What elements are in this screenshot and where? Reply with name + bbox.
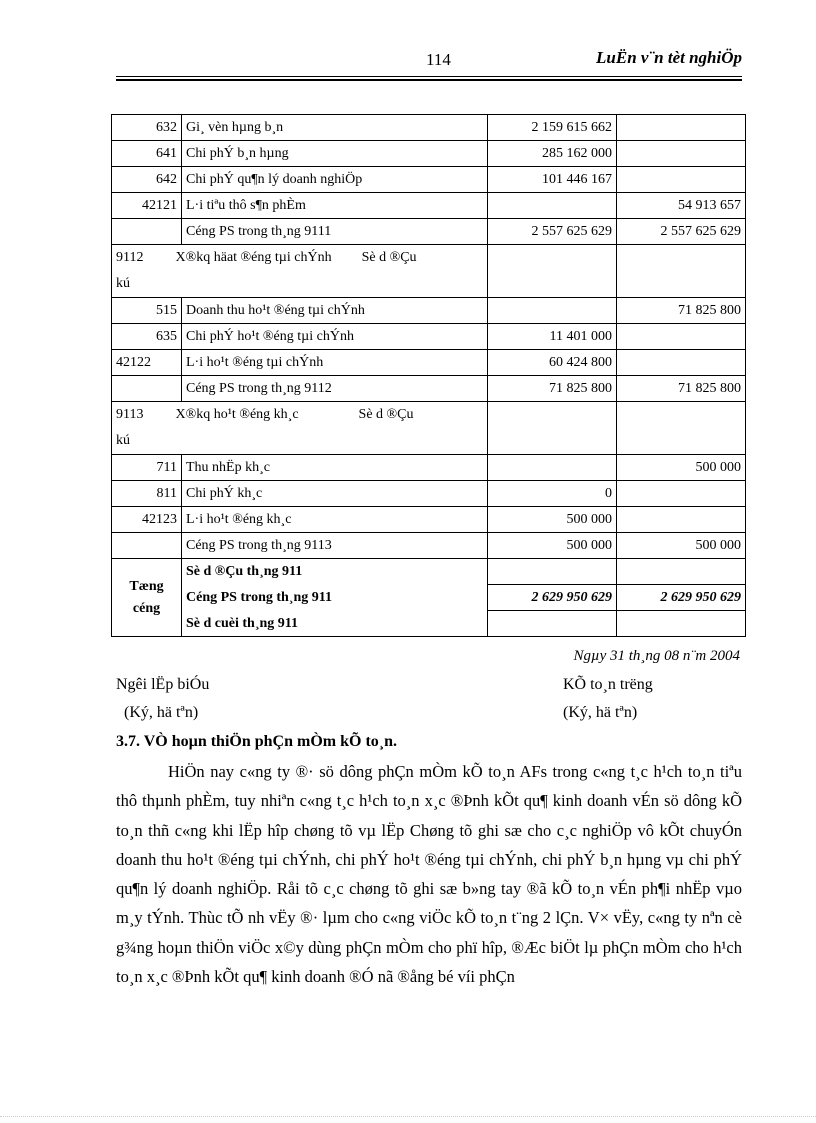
credit-cell [617, 324, 746, 350]
chief-accountant-sign-note: (Ký, hä tªn) [563, 704, 638, 721]
table-row [112, 193, 746, 219]
debit-cell: 2 159 615 662 [488, 115, 617, 141]
account-code [112, 376, 182, 402]
account-desc: Céng PS trong th¸ng 9111 [182, 219, 488, 245]
group-header-row [112, 245, 746, 298]
debit-cell [488, 611, 617, 637]
total-row [112, 611, 746, 637]
credit-cell: 500 000 [617, 533, 746, 559]
total-label [112, 559, 182, 637]
total-opening: Sè d ®Çu th¸ng 911 [182, 559, 488, 585]
debit-cell: 500 000 [488, 533, 617, 559]
debit-cell: 2 557 625 629 [488, 219, 617, 245]
debit-cell: 285 162 000 [488, 141, 617, 167]
credit-cell [617, 167, 746, 193]
table-row [112, 455, 746, 481]
credit-cell: 71 825 800 [617, 298, 746, 324]
account-code: 515 [112, 298, 182, 324]
table-row [112, 376, 746, 402]
credit-cell [617, 611, 746, 637]
account-code: 42122 [112, 350, 182, 376]
chief-accountant-title: KÕ to¸n trëng [563, 676, 653, 693]
debit-cell: 60 424 800 [488, 350, 617, 376]
account-desc: Chi phÝ kh¸c [182, 481, 488, 507]
account-code: 642 [112, 167, 182, 193]
account-code: 635 [112, 324, 182, 350]
group-code: 9113 [116, 407, 144, 422]
group-note: Sè d ®Çu [358, 407, 414, 422]
debit-cell [488, 455, 617, 481]
debit-cell: 500 000 [488, 507, 617, 533]
page-header [116, 48, 742, 74]
account-code: 42121 [112, 193, 182, 219]
credit-cell: 2 557 625 629 [617, 219, 746, 245]
debit-cell [488, 559, 617, 585]
account-desc: Thu nhËp kh¸c [182, 455, 488, 481]
table-row [112, 533, 746, 559]
credit-cell [617, 141, 746, 167]
credit-cell [617, 507, 746, 533]
debit-cell: 11 401 000 [488, 324, 617, 350]
debit-cell [488, 193, 617, 219]
group-title: X®kq häat ®éng tµi chÝnh [175, 250, 332, 265]
account-desc: Céng PS trong th¸ng 9112 [182, 376, 488, 402]
total-ps: Céng PS trong th¸ng 911 [182, 585, 488, 611]
report-date: Ngµy 31 th¸ng 08 n¨m 2004 [573, 648, 740, 664]
debit-cell [488, 298, 617, 324]
total-label-line1: Tæng [129, 578, 164, 594]
account-code: 632 [112, 115, 182, 141]
account-desc: Doanh thu ho¹t ®éng tµi chÝnh [182, 298, 488, 324]
page-bottom-rule [0, 1116, 816, 1117]
header-rule-thin [116, 76, 742, 77]
section-heading: 3.7. VÒ hoµn thiÖn phÇn mÒm kÕ to¸n. [116, 733, 397, 750]
account-desc: Chi phÝ ho¹t ®éng tµi chÝnh [182, 324, 488, 350]
account-code [112, 219, 182, 245]
page-number: 114 [426, 50, 451, 69]
total-credit: 2 629 950 629 [617, 585, 746, 611]
ledger-table [111, 114, 746, 637]
credit-cell [617, 481, 746, 507]
preparer-sign-note: (Ký, hä tªn) [124, 704, 199, 721]
credit-cell [617, 245, 746, 298]
account-desc: L·i tiªu thô s¶n phÈm [182, 193, 488, 219]
group-header-cell [112, 402, 488, 455]
table-row [112, 219, 746, 245]
table-row [112, 481, 746, 507]
table-row [112, 324, 746, 350]
table-row [112, 141, 746, 167]
account-code: 711 [112, 455, 182, 481]
total-debit: 2 629 950 629 [488, 585, 617, 611]
debit-cell [488, 245, 617, 298]
table-row [112, 167, 746, 193]
account-desc: Céng PS trong th¸ng 9113 [182, 533, 488, 559]
total-row [112, 585, 746, 611]
account-desc: Chi phÝ b¸n hµng [182, 141, 488, 167]
table-row [112, 350, 746, 376]
credit-cell [617, 402, 746, 455]
account-desc: Chi phÝ qu¶n lý doanh nghiÖp [182, 167, 488, 193]
debit-cell [488, 402, 617, 455]
credit-cell [617, 350, 746, 376]
account-code: 811 [112, 481, 182, 507]
total-label-line2: céng [132, 600, 161, 616]
table-row [112, 298, 746, 324]
account-code: 641 [112, 141, 182, 167]
debit-cell: 101 446 167 [488, 167, 617, 193]
body-paragraph: HiÖn nay c«ng ty ®· sö dông phÇn mÒm kÕ to¸n AFs trong c«ng t¸c h¹ch to¸n tiªu thô thµnh phÈm, tuy nhiªn c«ng t¸c h¹ch to¸n x¸c ®Þnh kÕt qu¶ kinh doanh vÉn sö dông kÕ to¸n thñ c«ng khi lËp hîp chøng tõ vµ lËp Chøng tõ ghi sæ cho c¸c nghiÖp vô kÕt chuyÓn doanh thu ho¹t ®éng tµi chÝnh, chi phÝ ho¹t ®éng tµi chÝnh, chi phÝ b¸n hµng vµ chi phÝ qu¶n lý doanh nghiÖp. Råi tõ c¸c chøng tõ ghi sæ b»ng tay ®ã kÕ to¸n vÉn ph¶i nhËp vµo m¸y tÝnh. Thùc tÕ nh vËy ®· lµm cho c«ng viÖc kÕ to¸n t¨ng 2 lÇn. V× vËy, c«ng ty nªn cè g¾ng hoµn thiÖn viÖc x©y dùng phÇn mÒm cho phï hîp, ®Æc biÖt lµ phÇn mÒm cho h¹ch to¸n x¸c ®Þnh kÕt qu¶ kinh doanh ®Ó nã ®ång bé víi phÇn [116, 762, 742, 987]
table-row [112, 507, 746, 533]
group-code: 9112 [116, 250, 144, 265]
credit-cell [617, 115, 746, 141]
group-header-cell [112, 245, 488, 298]
group-title: X®kq ho¹t ®éng kh¸c [175, 407, 299, 422]
credit-cell: 500 000 [617, 455, 746, 481]
group-note-cont: kú [116, 433, 130, 448]
group-header-row [112, 402, 746, 455]
debit-cell: 0 [488, 481, 617, 507]
credit-cell: 71 825 800 [617, 376, 746, 402]
account-desc: Gi¸ vèn hµng b¸n [182, 115, 488, 141]
table-row [112, 115, 746, 141]
credit-cell: 54 913 657 [617, 193, 746, 219]
group-note-cont: kú [116, 276, 130, 291]
debit-cell: 71 825 800 [488, 376, 617, 402]
group-note: Sè d ®Çu [361, 250, 417, 265]
total-row [112, 559, 746, 585]
account-desc: L·i ho¹t ®éng tµi chÝnh [182, 350, 488, 376]
account-desc: L·i ho¹t ®éng kh¸c [182, 507, 488, 533]
account-code: 42123 [112, 507, 182, 533]
preparer-title: Ngêi lËp biÓu [116, 676, 210, 693]
document-title: LuËn v¨n tèt nghiÖp [596, 48, 742, 67]
credit-cell [617, 559, 746, 585]
account-code [112, 533, 182, 559]
total-closing: Sè d cuèi th¸ng 911 [182, 611, 488, 637]
header-rule-thick [116, 79, 742, 81]
